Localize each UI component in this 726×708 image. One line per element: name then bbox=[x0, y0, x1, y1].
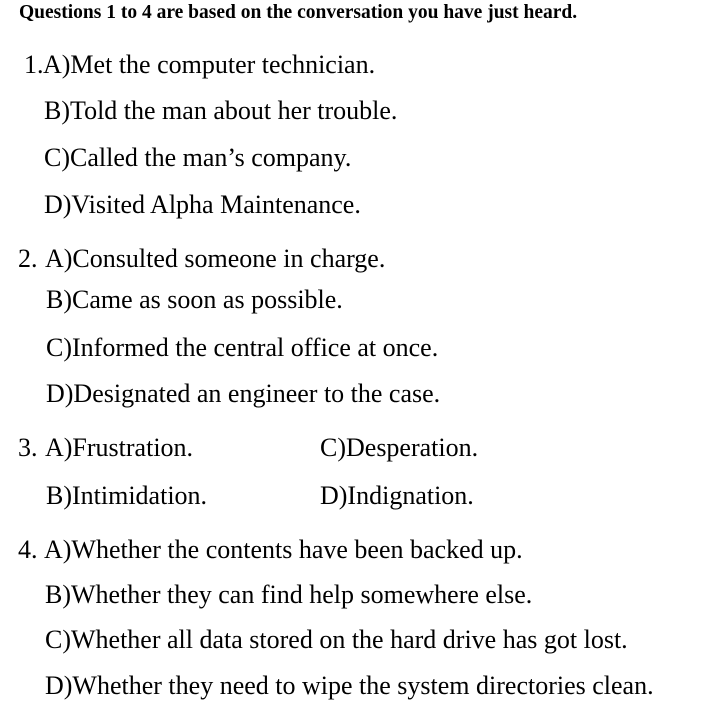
question-1-option-d: D)Visited Alpha Maintenance. bbox=[44, 190, 361, 219]
question-2-option-b: B)Came as soon as possible. bbox=[46, 285, 343, 314]
question-2-option-a: A)Consulted someone in charge. bbox=[45, 244, 386, 273]
section-heading: Questions 1 to 4 are based on the conversation you have just heard. bbox=[19, 2, 578, 23]
question-3-option-c: C)Desperation. bbox=[320, 433, 479, 462]
question-1-number: 1. bbox=[24, 50, 44, 79]
question-2-number: 2. bbox=[18, 244, 38, 273]
question-4-option-b: B)Whether they can find help somewhere else. bbox=[45, 580, 533, 609]
question-2-option-c: C)Informed the central office at once. bbox=[46, 333, 439, 362]
question-4-option-d: D)Whether they need to wipe the system directories clean. bbox=[45, 671, 654, 700]
question-1-option-a: A)Met the computer technician. bbox=[43, 50, 376, 79]
question-2-option-d: D)Designated an engineer to the case. bbox=[46, 379, 441, 408]
question-4-number: 4. bbox=[18, 535, 38, 564]
question-1-option-b: B)Told the man about her trouble. bbox=[44, 96, 398, 125]
question-3-option-b: B)Intimidation. bbox=[46, 481, 208, 510]
question-3-option-d: D)Indignation. bbox=[320, 481, 474, 510]
question-4-option-c: C)Whether all data stored on the hard drive has got lost. bbox=[45, 625, 628, 654]
question-4-option-a: A)Whether the contents have been backed up. bbox=[44, 535, 523, 564]
question-3-number: 3. bbox=[18, 433, 38, 462]
question-3-option-a: A)Frustration. bbox=[45, 433, 194, 462]
question-1-option-c: C)Called the man’s company. bbox=[44, 143, 352, 172]
